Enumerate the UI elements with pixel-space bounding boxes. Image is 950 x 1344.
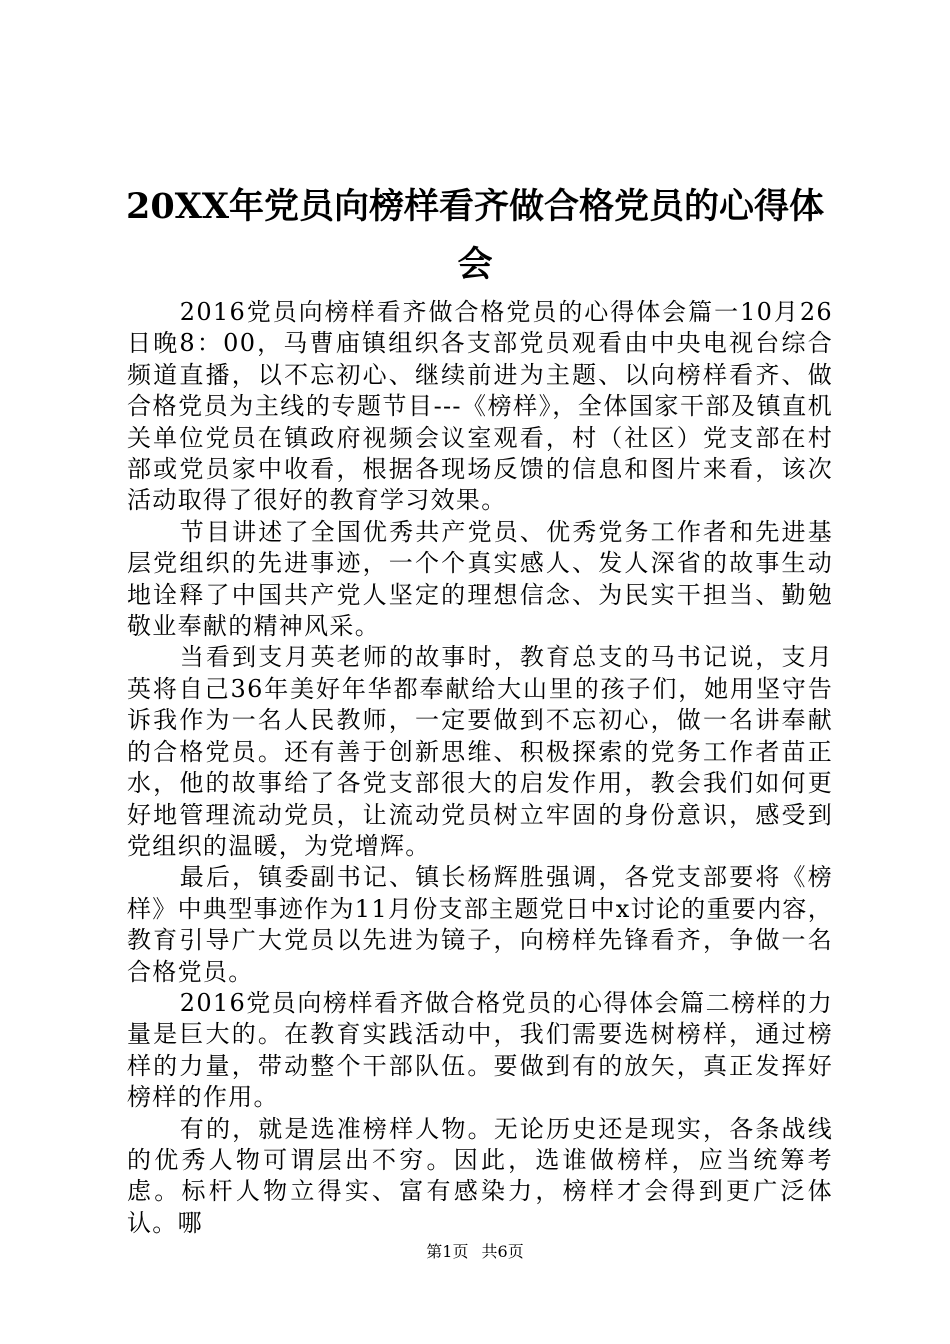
paragraph: 2016党员向榜样看齐做合格党员的心得体会篇二榜样的力量是巨大的。在教育实践活动中，我们需要选树榜样，通过榜样的力量，带动整个干部队伍。要做到有的放矢，真正发挥好榜样的作用。	[127, 988, 833, 1112]
paragraph: 当看到支月英老师的故事时，教育总支的马书记说，支月英将自己36年美好年华都奉献给大山里的孩子们，她用坚守告诉我作为一名人民教师，一定要做到不忘初心，做一名讲奉献的合格党员。还有善于创新思维、积极探索的党务工作者苗正水，他的故事给了各党支部很大的启发作用，教会我们如何更好地管理流动党员，让流动党员树立牢固的身份意识，感受到党组织的温暖，为党增辉。	[127, 643, 833, 860]
page-total: 共6页	[481, 1242, 524, 1261]
paragraph: 节目讲述了全国优秀共产党员、优秀党务工作者和先进基层党组织的先进事迹，一个个真实感人、发人深省的故事生动地诠释了中国共产党人坚定的理想信念、为民实干担当、勤勉敬业奉献的精神风采。	[127, 517, 833, 641]
paragraph: 2016党员向榜样看齐做合格党员的心得体会篇一10月26日晚8：00，马曹庙镇组织各支部党员观看由中央电视台综合频道直播，以不忘初心、继续前进为主题、以向榜样看齐、做合格党员为主线的专题节目---《榜样》，全体国家干部及镇直机关单位党员在镇政府视频会议室观看，村（社区）党支部在村部或党员家中收看，根据各现场反馈的信息和图片来看，该次活动取得了很好的教育学习效果。	[127, 298, 833, 515]
page-footer	[0, 1242, 950, 1262]
paragraph: 最后，镇委副书记、镇长杨辉胜强调，各党支部要将《榜样》中典型事迹作为11月份支部主题党日中x讨论的重要内容，教育引导广大党员以先进为镜子，向榜样先锋看齐，争做一名合格党员。	[127, 863, 833, 986]
document-title: 20XX年党员向榜样看齐做合格党员的心得体会	[125, 186, 825, 285]
paragraph: 有的，就是选准榜样人物。无论历史还是现实，各条战线的优秀人物可谓层出不穷。因此，选谁做榜样，应当统筹考虑。标杆人物立得实、富有感染力，榜样才会得到更广泛体认。哪	[127, 1114, 833, 1237]
document-body	[127, 297, 833, 1239]
page-number: 第1页	[426, 1242, 469, 1261]
